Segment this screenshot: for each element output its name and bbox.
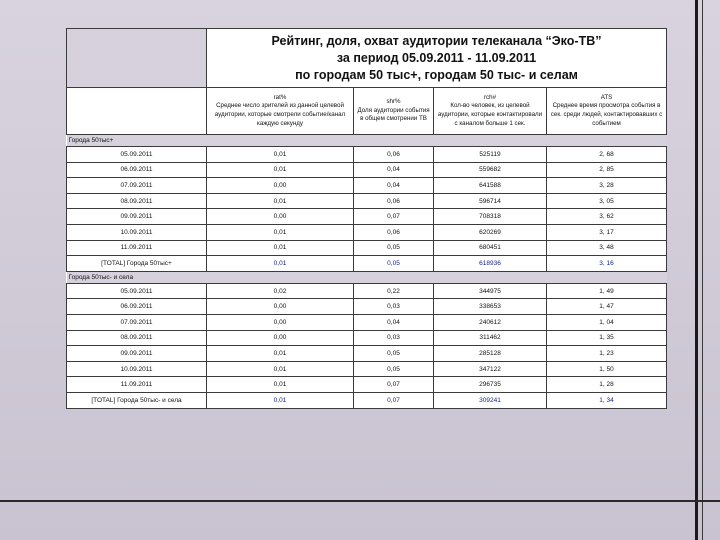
table-row xyxy=(67,346,667,362)
rat-cell: 0,01 xyxy=(207,224,354,240)
ats-cell: 3, 62 xyxy=(547,209,667,225)
ats-cell: 1, 34 xyxy=(547,392,667,408)
table-row xyxy=(67,377,667,393)
rch-cell: 708318 xyxy=(434,209,547,225)
rat-cell: 0,01 xyxy=(207,193,354,209)
bottom-border-line xyxy=(0,500,720,502)
group-name: Города 50тыс+ xyxy=(67,135,667,147)
date-cell: 09.09.2011 xyxy=(67,209,207,225)
shr-cell: 0,04 xyxy=(354,178,434,194)
ats-cell: 3, 28 xyxy=(547,178,667,194)
rch-cell: 347122 xyxy=(434,361,547,377)
ats-cell: 1, 35 xyxy=(547,330,667,346)
rch-cell: 641588 xyxy=(434,178,547,194)
rat-cell: 0,00 xyxy=(207,314,354,330)
table-row xyxy=(67,361,667,377)
header-code: rat% xyxy=(273,93,287,101)
ats-cell: 1, 28 xyxy=(547,377,667,393)
header-rat xyxy=(207,88,354,135)
ats-cell: 1, 47 xyxy=(547,299,667,315)
shr-cell: 0,03 xyxy=(354,330,434,346)
table-row xyxy=(67,193,667,209)
rat-cell: 0,01 xyxy=(207,392,354,408)
table-row xyxy=(67,330,667,346)
rat-cell: 0,01 xyxy=(207,147,354,163)
shr-cell: 0,05 xyxy=(354,256,434,272)
rat-cell: 0,01 xyxy=(207,256,354,272)
date-cell: 08.09.2011 xyxy=(67,193,207,209)
date-cell: 08.09.2011 xyxy=(67,330,207,346)
date-cell: 05.09.2011 xyxy=(67,147,207,163)
shr-cell: 0,06 xyxy=(354,147,434,163)
shr-cell: 0,07 xyxy=(354,392,434,408)
ats-cell: 3, 48 xyxy=(547,240,667,256)
rat-cell: 0,01 xyxy=(207,346,354,362)
table-row xyxy=(67,299,667,315)
header-rch xyxy=(434,88,547,135)
rat-cell: 0,01 xyxy=(207,162,354,178)
rch-cell: 618936 xyxy=(434,256,547,272)
date-cell: 09.09.2011 xyxy=(67,346,207,362)
table-row xyxy=(67,162,667,178)
table-row xyxy=(67,178,667,194)
rating-table xyxy=(66,28,667,409)
ats-cell: 1, 50 xyxy=(547,361,667,377)
rat-cell: 0,00 xyxy=(207,178,354,194)
ats-cell: 3, 17 xyxy=(547,224,667,240)
date-cell: 11.09.2011 xyxy=(67,240,207,256)
rat-cell: 0,00 xyxy=(207,330,354,346)
header-corner-cell xyxy=(67,88,207,135)
total-label: [TOTAL] Города 50тыс+ xyxy=(67,256,207,272)
header-row xyxy=(67,88,667,135)
rch-cell: 296735 xyxy=(434,377,547,393)
total-row xyxy=(67,256,667,272)
shr-cell: 0,22 xyxy=(354,283,434,299)
ats-cell: 2, 85 xyxy=(547,162,667,178)
shr-cell: 0,04 xyxy=(354,314,434,330)
shr-cell: 0,06 xyxy=(354,193,434,209)
header-desc: Доля аудитории события в общем смотрении ТВ xyxy=(357,106,430,123)
rch-cell: 338653 xyxy=(434,299,547,315)
table-row xyxy=(67,224,667,240)
shr-cell: 0,03 xyxy=(354,299,434,315)
rch-cell: 680451 xyxy=(434,240,547,256)
header-shr xyxy=(354,88,434,135)
rch-cell: 596714 xyxy=(434,193,547,209)
header-code: shr% xyxy=(386,98,401,106)
rch-cell: 240612 xyxy=(434,314,547,330)
rch-cell: 311462 xyxy=(434,330,547,346)
rat-cell: 0,00 xyxy=(207,299,354,315)
table-row xyxy=(67,240,667,256)
date-cell: 11.09.2011 xyxy=(67,377,207,393)
rat-cell: 0,01 xyxy=(207,240,354,256)
ats-cell: 3, 16 xyxy=(547,256,667,272)
ats-cell: 1, 23 xyxy=(547,346,667,362)
table-row xyxy=(67,209,667,225)
table-row xyxy=(67,283,667,299)
ats-cell: 1, 49 xyxy=(547,283,667,299)
group-header-row xyxy=(67,135,667,147)
total-label: [TOTAL] Города 50тыс- и села xyxy=(67,392,207,408)
rch-cell: 525119 xyxy=(434,147,547,163)
date-cell: 10.09.2011 xyxy=(67,361,207,377)
corner-cell xyxy=(67,29,207,88)
header-desc: Среднее время просмотра события в сек. среди людей, контактировавших с событием xyxy=(550,102,663,127)
ats-cell: 2, 68 xyxy=(547,147,667,163)
rating-report-sheet xyxy=(66,28,666,409)
header-desc: Среднее число зрителей из данной целевой аудитории, которые смотрели событие/канал каждую секунду xyxy=(214,102,346,127)
shr-cell: 0,05 xyxy=(354,346,434,362)
rch-cell: 309241 xyxy=(434,392,547,408)
total-row xyxy=(67,392,667,408)
title-row xyxy=(67,29,667,88)
rat-cell: 0,01 xyxy=(207,377,354,393)
shr-cell: 0,06 xyxy=(354,224,434,240)
report-title xyxy=(207,29,667,88)
date-cell: 07.09.2011 xyxy=(67,178,207,194)
shr-cell: 0,07 xyxy=(354,209,434,225)
rch-cell: 285128 xyxy=(434,346,547,362)
date-cell: 05.09.2011 xyxy=(67,283,207,299)
group-header-row xyxy=(67,271,667,283)
header-code: ATS xyxy=(600,93,613,101)
title-line-1: Рейтинг, доля, охват аудитории телеканала “Эко-ТВ” xyxy=(271,33,602,48)
header-ats xyxy=(547,88,667,135)
ats-cell: 3, 05 xyxy=(547,193,667,209)
shr-cell: 0,07 xyxy=(354,377,434,393)
title-line-2: за период 05.09.2011 - 11.09.2011 xyxy=(336,50,537,65)
shr-cell: 0,04 xyxy=(354,162,434,178)
rat-cell: 0,00 xyxy=(207,209,354,225)
date-cell: 06.09.2011 xyxy=(67,162,207,178)
shr-cell: 0,05 xyxy=(354,361,434,377)
date-cell: 10.09.2011 xyxy=(67,224,207,240)
date-cell: 06.09.2011 xyxy=(67,299,207,315)
date-cell: 07.09.2011 xyxy=(67,314,207,330)
rch-cell: 344975 xyxy=(434,283,547,299)
rat-cell: 0,01 xyxy=(207,361,354,377)
table-row xyxy=(67,147,667,163)
ats-cell: 1, 04 xyxy=(547,314,667,330)
right-border-line xyxy=(695,0,698,540)
shr-cell: 0,05 xyxy=(354,240,434,256)
group-name: Города 50тыс- и села xyxy=(67,271,667,283)
title-line-3: по городам 50 тыс+, городам 50 тыс- и селам xyxy=(295,67,578,82)
rch-cell: 559682 xyxy=(434,162,547,178)
header-desc: Кол-во человек, из целевой аудитории, которые контактировали с каналом больше 1 сек. xyxy=(437,102,543,127)
table-row xyxy=(67,314,667,330)
rch-cell: 620269 xyxy=(434,224,547,240)
rat-cell: 0,02 xyxy=(207,283,354,299)
right-border-thin-line xyxy=(702,0,703,540)
header-code: rch# xyxy=(483,93,497,101)
